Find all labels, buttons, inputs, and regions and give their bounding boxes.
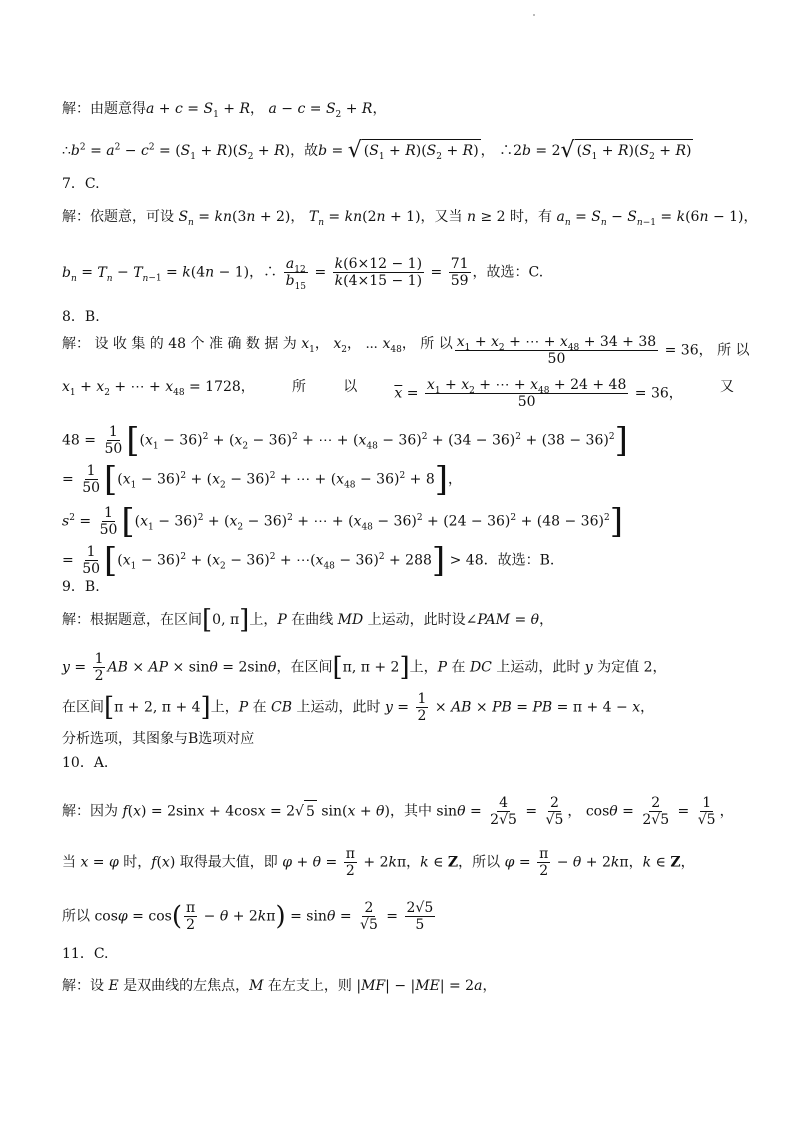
- doc-line-11: 解：根据题意，在区间[0, π]上，P 在曲线 MD 上运动，此时设∠PAM = θ，: [62, 605, 554, 635]
- question-9-answer: 9．B.: [62, 579, 100, 595]
- question-8-answer: 8．B.: [62, 309, 100, 325]
- doc-line-15: 解：因为 f(x) = 2sinx + 4cosx = 2√ 5 sin(x + θ)，其中 sinθ = $\frac{4}{2√5}$ = $\frac{2}{√5}$ ， cosθ = $\frac{2}{2√5}$ = $\frac{1}{√5}$ ，: [62, 795, 734, 828]
- doc-line-16: 当 x = φ 时，f(x) 取得最大值，即 φ + θ = $\frac{\pi}{2}$ + 2kπ，k ∈ Z，所以 φ = $\frac{\pi}{2}$ − θ + 2kπ，k ∈ Z，: [62, 846, 695, 879]
- question-10-answer: 10．A.: [62, 755, 109, 771]
- doc-line-10: = $\frac{1}{50}$ [$(x_1 - 36)^2 + (x_2 - 36)^2$ + $\cdots(x_{48} - 36)^2 + 288] > 48$．故选：B.: [62, 540, 555, 581]
- doc-line-9: $s^2$ = $\frac{1}{50}$ [$(x_1 - 36)^2 + (x_2 - 36)^2$ + ⋯ + $(x_{48} - 36)^2 + (24 - 36)^2 + (48 - 36)^2$]: [62, 501, 623, 542]
- doc-line-7: 48 = $\frac{1}{50}$ [$(x_1 - 36)^2 + (x_2 - 36)^2$ + ⋯ + $(x_{48} - 36)^2 + (34 - 36)^2 + (38 - 36)^2$]: [62, 420, 628, 461]
- question-7-answer: 7．C.: [62, 176, 100, 192]
- question-11-answer: 11．C.: [62, 946, 109, 962]
- doc-line-8: = $\frac{1}{50}$ [$(x_1 - 36)^2 + (x_2 - 36)^2$ + ⋯ + $(x_{48} - 36)^2 + 8$]，: [62, 459, 462, 500]
- doc-line-14: 分析选项，其图象与B选项对应: [62, 731, 255, 747]
- doc-line-1: 解：由题意得$a + c = S_1 + R$， $a - c = S_2 + R$，: [62, 101, 387, 120]
- doc-line-12: y = $\frac{1}{2}$ AB × AP × sinθ = 2sinθ，在区间[π, π + 2]上，P 在 DC 上运动，此时 y 为定值 2，: [62, 651, 667, 684]
- doc-line-3: 解：依题意，可设 $S_n = kn(3n + 2)$， $T_n = kn(2n + 1)$，又当 n ≥ 2 时，有 $a_n = S_n - S_{n-1} = k(6n - 1)$，: [62, 209, 758, 228]
- scan-dot: [533, 14, 535, 16]
- doc-line-5: 解： 设 收 集 的 48 个 准 确 数 据 为 $x_1$， $x_2$， ⋯ $x_{48}$， 所 以 $\frac{x_1 + x_2 + \cdots + x_{48} + 34 + 38}{50}$ = 36， 所 以: [62, 334, 750, 367]
- doc-line-2: $\therefore b^2 = a^2 - c^2 = (S_1 + R)(S_2 + R)$，故b = √ $(S_1 + R)(S_2 + R)$ ， ∴2b = 2√ $(S_1 + R)(S_2 + R)$: [62, 138, 692, 163]
- doc-line-6: $x_1 + x_2$ + ⋯ + $x_{48} = 1728$， 所 以 $\overline{x}$ = $\frac{x_1 + x_2 + \cdots + x_{48} + 24 + 48}{50}$ = 36， 又: [62, 377, 734, 410]
- doc-line-18: 解：设 E 是双曲线的左焦点，M 在左支上，则 |MF| − |ME| = 2a，: [62, 978, 497, 994]
- doc-line-17: 所以 cosφ = cos( $\frac{\pi}{2}$ − θ + 2kπ) = sinθ = $\frac{2}{√5}$ = $\frac{2√5}{5}$: [62, 900, 434, 933]
- doc-line-4: $b_n = T_n - T_{n-1} = k(4n - 1)$，∴ $\frac{a_{12}}{b_{15}}$ = $\frac{k(6\times 12 - 1)}{k(4\times 15 - 1)}$ = $\frac{71}{59}$ ，故选：C.: [62, 256, 544, 292]
- doc-line-13: 在区间[π + 2, π + 4]上，P 在 CB 上运动，此时 y = $\frac{1}{2}$ × AB × PB = PB = π + 4 − x，: [62, 691, 655, 724]
